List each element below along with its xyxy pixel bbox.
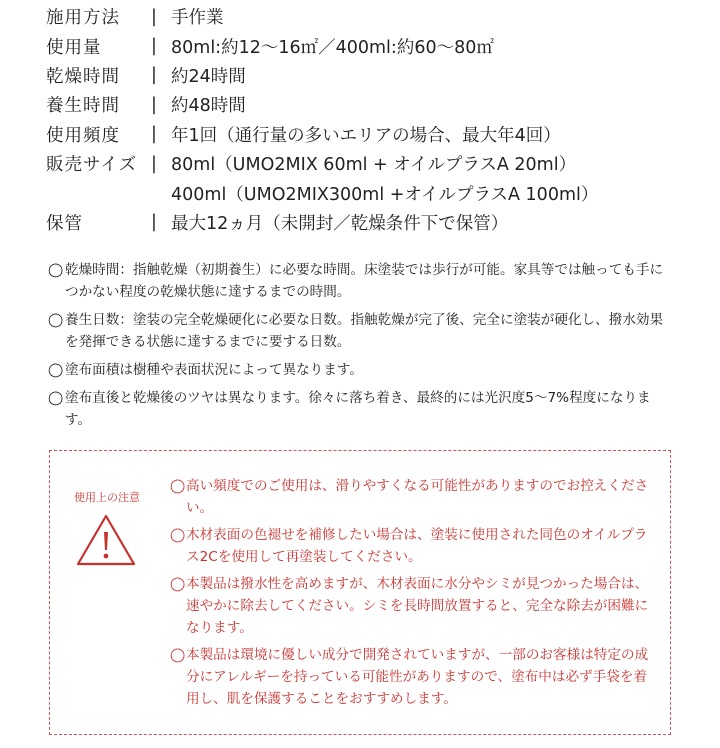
caution-box xyxy=(49,450,671,735)
note-item xyxy=(48,359,673,381)
spec-label: 施用方法 xyxy=(46,8,120,29)
circle-bullet-icon: ◯ xyxy=(170,478,186,494)
note-text: 塗布直後と乾燥後のツヤは異なります。徐々に落ち着き、最終的には光沢度5～7%程度になります。 xyxy=(65,390,651,428)
caution-item xyxy=(170,644,660,710)
spec-label: 保管 xyxy=(46,213,83,234)
spec-separator: | xyxy=(151,6,157,27)
note-text: 養生日数：塗装の完全乾燥硬化に必要な日数。指触乾燥が完了後、完全に塗装が硬化し、撥水効果を発揮できる状態に達するまでに要する日数。 xyxy=(65,312,664,350)
caution-text: 本製品は撥水性を高めますが、木材表面に水分やシミが見つかった場合は、速やかに除去してください。シミを長時間放置すると、完全な除去が困難になります。 xyxy=(186,576,649,636)
caution-item xyxy=(170,524,660,568)
note-item xyxy=(48,259,673,303)
warning-triangle-icon xyxy=(75,513,137,567)
spec-value: 年1回（通行量の多いエリアの場合、最大年4回） xyxy=(171,125,561,146)
circle-bullet-icon: ◯ xyxy=(170,576,186,592)
caution-text: 高い頻度でのご使用は、滑りやすくなる可能性がありますのでお控えください。 xyxy=(186,478,649,516)
circle-bullet-icon: ◯ xyxy=(170,647,186,663)
spec-value: 手作業 xyxy=(171,8,224,29)
spec-label: 販売サイズ xyxy=(46,155,138,176)
note-text: 乾燥時間：指触乾燥（初期養生）に必要な時間。床塗装では歩行が可能。家具等では触っても手につかない程度の乾燥状態に達するまでの時間。 xyxy=(65,262,664,300)
spec-row-method xyxy=(46,2,686,31)
caution-text: 本製品は環境に優しい成分で開発されていますが、一部のお客様は特定の成分にアレルギーを持っている可能性がありますので、塗布中は必ず手袋を着用し、肌を保護することをおすすめします。 xyxy=(186,647,649,707)
spec-separator: | xyxy=(151,212,157,233)
caution-title: 使用上の注意 xyxy=(74,491,140,504)
note-text: 塗布面積は樹種や表面状況によって異なります。 xyxy=(65,362,363,378)
spec-value: 約24時間 xyxy=(171,66,246,87)
spec-label: 使用頻度 xyxy=(46,125,120,146)
note-item xyxy=(48,387,673,431)
spec-label: 使用量 xyxy=(46,37,102,58)
spec-value: 約48時間 xyxy=(171,96,246,117)
spec-separator: | xyxy=(151,65,157,86)
spec-separator: | xyxy=(151,124,157,145)
spec-row-usage xyxy=(46,31,686,60)
spec-separator: | xyxy=(151,36,157,57)
spec-row-sizes xyxy=(46,149,686,178)
spec-value: 80ml（UMO2MIX 60ml + オイルプラスA 20ml） xyxy=(171,155,577,176)
spec-table xyxy=(46,2,686,237)
spec-label: 養生時間 xyxy=(46,96,120,117)
spec-row-drying-time xyxy=(46,61,686,90)
circle-bullet-icon: ◯ xyxy=(48,262,64,278)
spec-row-storage xyxy=(46,208,686,237)
spec-value: 400ml（UMO2MIX300ml +オイルプラスA 100ml） xyxy=(171,184,599,205)
spec-value: 最大12ヵ月（未開封／乾燥条件下で保管） xyxy=(171,213,509,234)
spec-separator: | xyxy=(151,153,157,174)
caution-item xyxy=(170,475,660,519)
circle-bullet-icon: ◯ xyxy=(170,527,186,543)
circle-bullet-icon: ◯ xyxy=(48,390,64,406)
circle-bullet-icon: ◯ xyxy=(48,312,64,328)
spec-label: 乾燥時間 xyxy=(46,66,120,87)
circle-bullet-icon: ◯ xyxy=(48,362,64,378)
spec-row-frequency xyxy=(46,120,686,149)
note-item xyxy=(48,309,673,353)
spec-row-sizes-continued xyxy=(46,178,686,207)
caution-item xyxy=(170,573,660,639)
spec-value: 80ml:約12～16㎡／400ml:約60～80㎡ xyxy=(171,37,494,58)
spec-separator: | xyxy=(151,94,157,115)
notes-list xyxy=(48,259,673,437)
caution-list xyxy=(170,475,660,715)
spec-row-curing-time xyxy=(46,90,686,119)
caution-text: 木材表面の色褪せを補修したい場合は、塗装に使用された同色のオイルプラス2Cを使用して再塗装してください。 xyxy=(186,527,648,565)
